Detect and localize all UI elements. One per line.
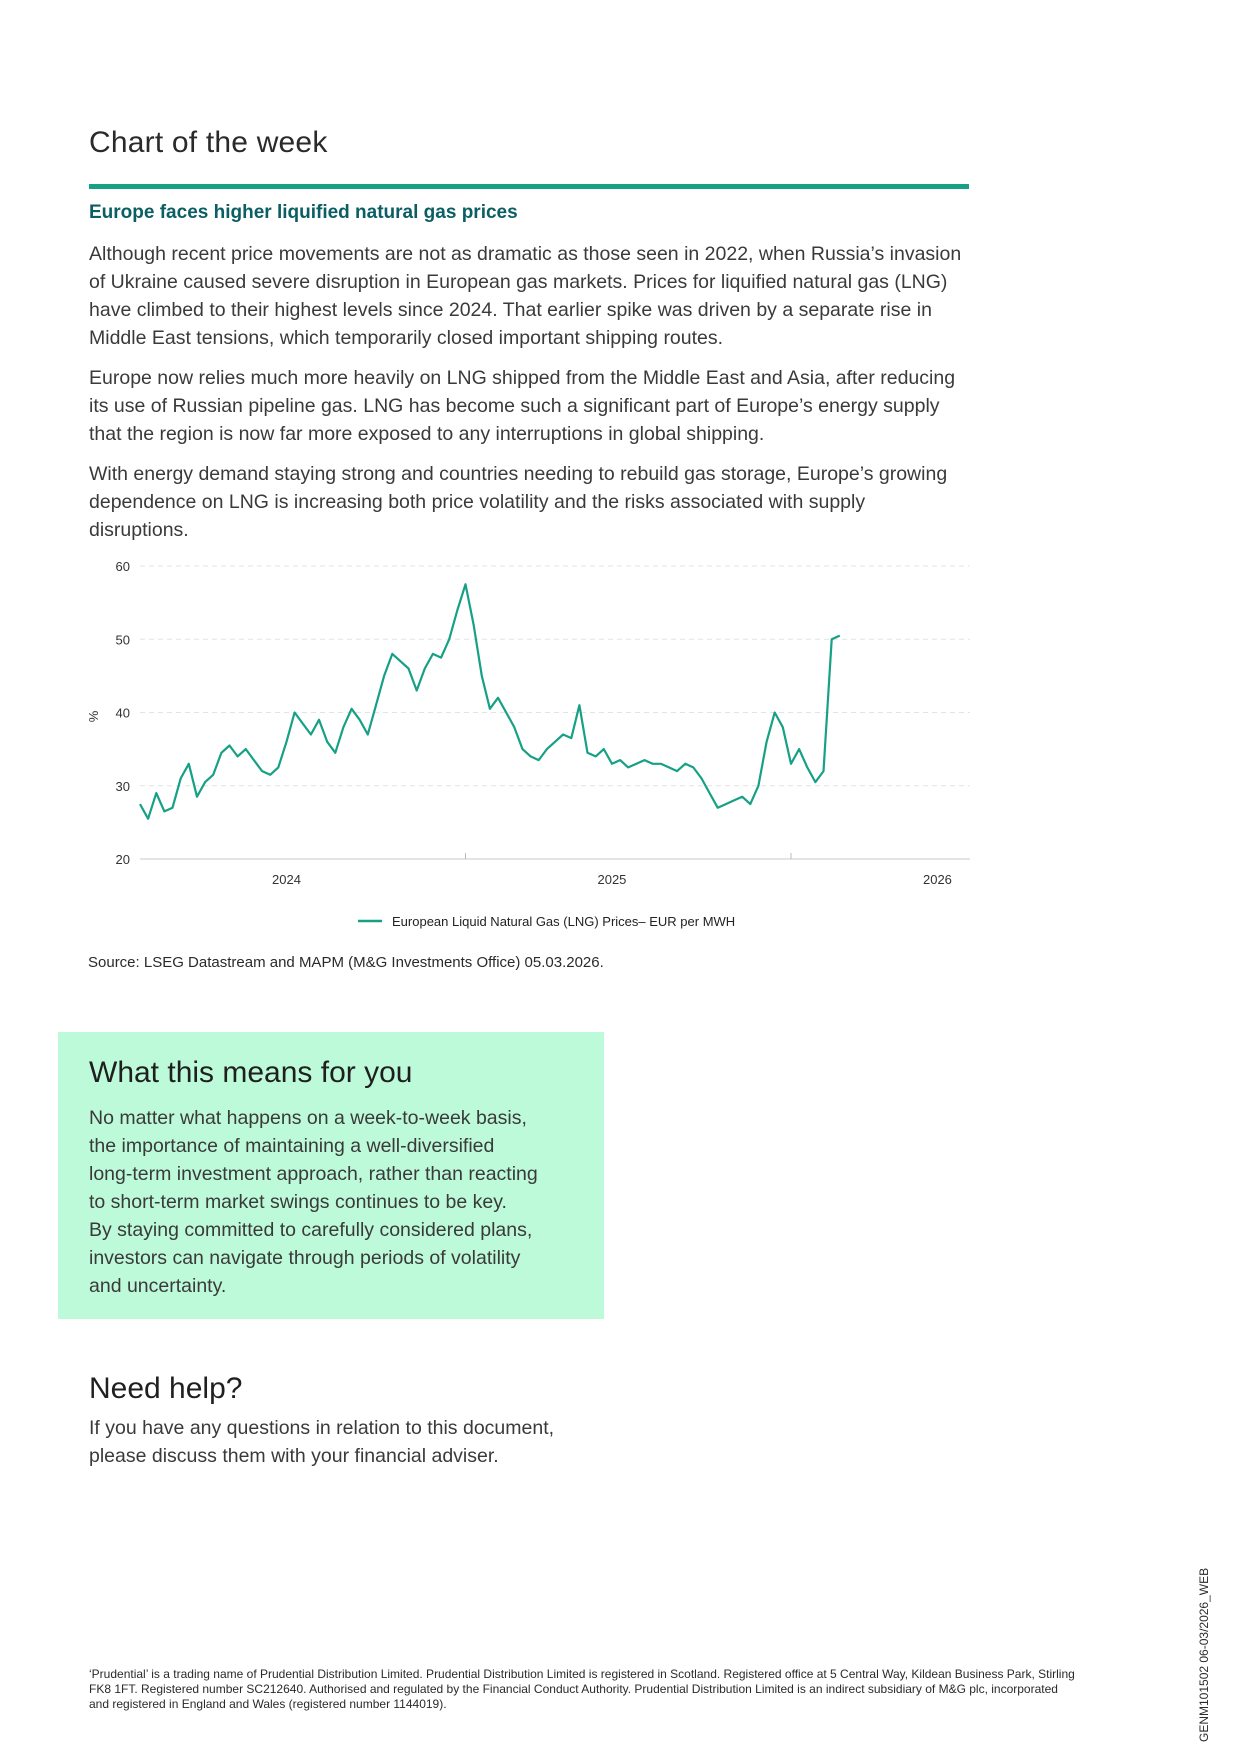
legal-line: ‘Prudential’ is a trading name of Prudential Distribution Limited. Prudential Distribution Limited is registered in Scotland. Registered office at 5 Central Way, Kildean Business Park, Stirling: [89, 1667, 1075, 1681]
callout-line: By staying committed to carefully considered plans,: [89, 1219, 533, 1241]
x-tick-label: 2026: [922, 872, 952, 887]
x-tick-label: 2025: [597, 872, 627, 887]
callout-line: long-term investment approach, rather than reacting: [89, 1163, 538, 1185]
callout-line: the importance of maintaining a well-diversified: [89, 1135, 495, 1157]
y-tick-label: 20: [115, 852, 130, 867]
legal-line: FK8 1FT. Registered number SC212640. Authorised and regulated by the Financial Conduct Authority. Prudential Distribution Limited is an indirect subsidiary of M&G plc, incorporated: [89, 1682, 1058, 1696]
article-paragraph: Europe now relies much more heavily on LNG shipped from the Middle East and Asia, after reducing its use of Russian pipeline gas. LNG has become such a significant part of Europe’s energy supply that the region is now far more exposed to any interruptions in global shipping.: [89, 367, 956, 445]
legal-line: and registered in England and Wales (registered number 1144019).: [89, 1697, 447, 1711]
help-text: [89, 1414, 649, 1470]
help-line: please discuss them with your financial adviser.: [89, 1445, 499, 1467]
chart-canvas: [80, 556, 980, 946]
x-tick-label: 2024: [272, 872, 301, 887]
article-paragraph: With energy demand staying strong and countries needing to rebuild gas storage, Europe’s growing dependence on LNG is increasing both price volatility and the risks associated with supply disruptions.: [89, 463, 948, 541]
article-body: [89, 240, 969, 556]
title-divider: [89, 184, 969, 189]
page-title: Chart of the week: [89, 126, 328, 159]
series-line-lng-price: [140, 584, 840, 818]
callout-line: to short-term market swings continues to be key.: [89, 1191, 507, 1213]
help-line: If you have any questions in relation to this document,: [89, 1417, 555, 1439]
chart-source: Source: LSEG Datastream and MAPM (M&G Investments Office) 05.03.2026.: [88, 954, 604, 971]
y-tick-label: 60: [115, 559, 130, 574]
callout-line: investors can navigate through periods of volatility: [89, 1247, 521, 1269]
callout-title: What this means for you: [89, 1056, 413, 1089]
y-tick-label: 40: [115, 705, 130, 721]
lng-price-chart: [80, 556, 980, 946]
y-tick-label: 30: [115, 778, 130, 794]
callout-text: [89, 1104, 569, 1300]
help-title: Need help?: [89, 1372, 243, 1405]
article-paragraph: Although recent price movements are not as dramatic as those seen in 2022, when Russia’s invasion of Ukraine caused severe disruption in European gas markets. Prices for liquified natural gas (LNG) have climbed to their highest levels since 2024. That earlier spike was driven by a separate rise in Middle East tensions, which temporarily closed important shipping routes.: [89, 243, 962, 349]
document-reference: GENM101502 06-03/2026_WEB: [1197, 1567, 1211, 1742]
what-this-means-panel: [58, 1032, 604, 1319]
callout-line: No matter what happens on a week-to-week basis,: [89, 1107, 527, 1129]
legend-label: European Liquid Natural Gas (LNG) Prices– EUR per MWH: [392, 914, 736, 929]
y-axis-label: %: [86, 710, 101, 723]
legal-disclaimer: [89, 1667, 1149, 1712]
callout-line: and uncertainty.: [89, 1275, 227, 1297]
article-subheading: Europe faces higher liquified natural gas prices: [89, 202, 518, 223]
y-tick-label: 50: [115, 632, 130, 648]
